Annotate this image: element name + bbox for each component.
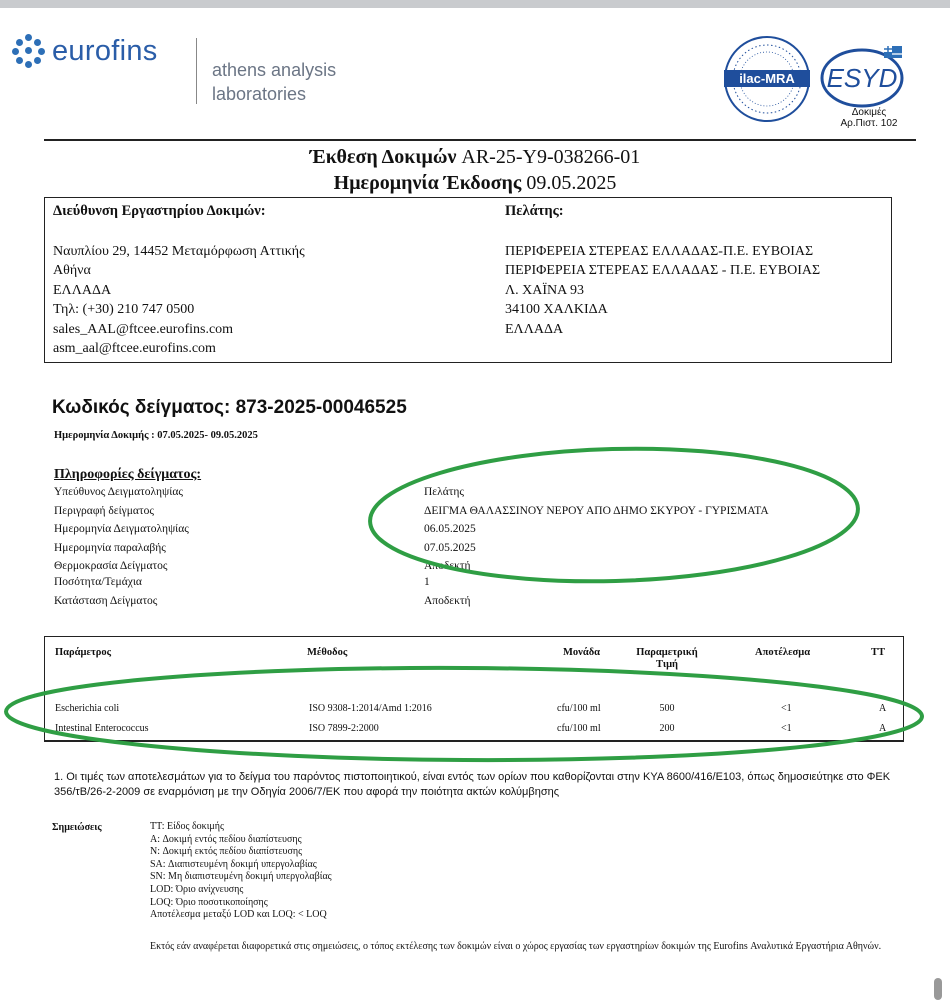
info-value: Αποδεκτή xyxy=(424,595,471,607)
results-table xyxy=(44,636,904,742)
eurofins-dots-icon xyxy=(12,34,46,68)
info-label: Περιγραφή δείγματος xyxy=(54,505,154,517)
sample-code: Κωδικός δείγματος: 873-2025-00046525 xyxy=(52,397,407,418)
viewer-top-bar xyxy=(0,0,950,8)
col-header-tt: TT xyxy=(871,647,886,658)
row-tt: A xyxy=(879,703,887,714)
logo-divider xyxy=(196,38,197,104)
client-address: Πελάτης: ΠΕΡΙΦΕΡΕΙΑ ΣΤΕΡΕΑΣ ΕΛΛΑΔΑΣ-Π.Ε. ΕΥΒΟΙΑΣ ΠΕΡΙΦΕΡΕΙΑ ΣΤΕΡΕΑΣ ΕΛΛΑΔΑΣ - Π.Ε. ΕΥΒΟΙΑΣ Λ. ΧΑΪΝΑ 93 34100 ΧΑΛΚΙΔΑ ΕΛΛΑΔΑ xyxy=(505,203,821,337)
row-method: ISO 7899-2:2000 xyxy=(309,723,379,734)
row-result: <1 xyxy=(781,723,792,734)
col-header-unit: Μονάδα xyxy=(563,647,601,658)
row-limit: 200 xyxy=(659,723,675,734)
logo-wordmark: eurofins xyxy=(52,34,158,67)
info-value: Αποδεκτή xyxy=(424,560,471,572)
eurofins-logo xyxy=(12,34,158,68)
row-unit: cfu/100 ml xyxy=(557,703,601,714)
test-location-note: Εκτός εάν αναφέρεται διαφορετικά στις σημειώσεις, ο τόπος εκτέλεσης των δοκιμών είναι ο χώρος εργασίας των εργαστηρίων δοκιμών της Eurofins Αναλυτικά Εργαστήρια Αθηνών. xyxy=(150,941,882,952)
info-value: Πελάτης xyxy=(424,486,464,498)
lab-name: athens analysis laboratories xyxy=(212,60,337,104)
info-label: Θερμοκρασία Δείγματος xyxy=(54,560,168,572)
issue-date: Ημερομηνία Έκδοσης 09.05.2025 xyxy=(333,172,617,194)
info-value: 1 xyxy=(424,576,430,588)
info-value: 06.05.2025 xyxy=(424,523,476,535)
notes-label: Σημειώσεις xyxy=(52,822,102,833)
test-date: Ημερομηνία Δοκιμής : 07.05.2025- 09.05.2025 xyxy=(54,430,258,441)
info-label: Ημερομηνία παραλαβής xyxy=(54,542,166,554)
info-value: 07.05.2025 xyxy=(424,542,476,554)
scrollbar-handle[interactable] xyxy=(934,978,942,1000)
col-header-parameter: Παράμετρος xyxy=(55,647,112,658)
notes-list: TT: Είδος δοκιμής A: Δοκιμή εντός πεδίου διαπίστευσης N: Δοκιμή εκτός πεδίου διαπίστευσης SA: Διαπιστευμένη δοκιμή υπεργολαβίας SN: Μη διαπιστευμένη δοκιμή υπεργολαβίας LOD: Όριο ανίχνευσης LOQ: Όριο ποσοτικοποίησης Αποτέλεσμα μεταξύ LOD και LOQ: < LOQ xyxy=(150,821,332,921)
info-label: Υπεύθυνος Δειγματοληψίας xyxy=(54,486,183,498)
col-header-limit: Παραμετρική Τιμή xyxy=(636,647,698,670)
row-method: ISO 9308-1:2014/Amd 1:2016 xyxy=(309,703,432,714)
report-title: Έκθεση Δοκιμών AR-25-Y9-038266-01 xyxy=(309,146,641,168)
compliance-note: 1. Οι τιμές των αποτελεσμάτων για το δείγμα του παρόντος πιστοποιητικού, είναι εντός των ορίων που καθορίζονται στην ΚΥΑ 8600/416/E103, όπως δημοσιεύτηκε στο ΦΕΚ 356/τΒ/26-2-2009 σε εναρμόνιση με την Οδηγία 2006/7/ΕΚ που αφορά την ποιότητα ακτών κολύμβησης xyxy=(54,771,891,798)
info-label: Ημερομηνία Δειγματοληψίας xyxy=(54,523,189,535)
info-label: Κατάσταση Δείγματος xyxy=(54,595,158,607)
info-value: ΔΕΙΓΜΑ ΘΑΛΑΣΣΙΝΟΥ ΝΕΡΟΥ ΑΠΟ ΔΗΜΟ ΣΚΥΡΟΥ - ΓΥΡΙΣΜΑΤΑ xyxy=(424,505,769,517)
svg-text:ilac-MRA: ilac-MRA xyxy=(739,71,795,86)
lab-address: Διεύθυνση Εργαστηρίου Δοκιμών: Ναυπλίου 29, 14452 Μεταμόρφωση Αττικής Αθήνα ΕΛΛΑΔΑ Τηλ: (+30) 210 747 0500 sales_AAL@ftcee.eurofins.com asm_aal@ftcee.eurofins.com xyxy=(53,203,305,356)
sample-info-title: Πληροφορίες δείγματος: xyxy=(54,467,202,482)
info-label: Ποσότητα/Τεμάχια xyxy=(54,576,142,588)
row-result: <1 xyxy=(781,703,792,714)
ilac-mra-seal xyxy=(722,34,812,124)
address-box xyxy=(44,197,892,363)
col-header-method: Μέθοδος xyxy=(307,647,348,658)
row-tt: A xyxy=(879,723,887,734)
row-param: Escherichia coli xyxy=(55,703,120,714)
row-unit: cfu/100 ml xyxy=(557,723,601,734)
esyd-caption: Δοκιμές Αρ.Πιστ. 102 xyxy=(840,107,898,129)
svg-text:ESYD: ESYD xyxy=(826,63,898,93)
col-header-result: Αποτέλεσμα xyxy=(755,647,811,658)
row-limit: 500 xyxy=(659,703,675,714)
row-param: Intestinal Enterococcus xyxy=(55,723,149,734)
header-rule xyxy=(44,139,916,141)
